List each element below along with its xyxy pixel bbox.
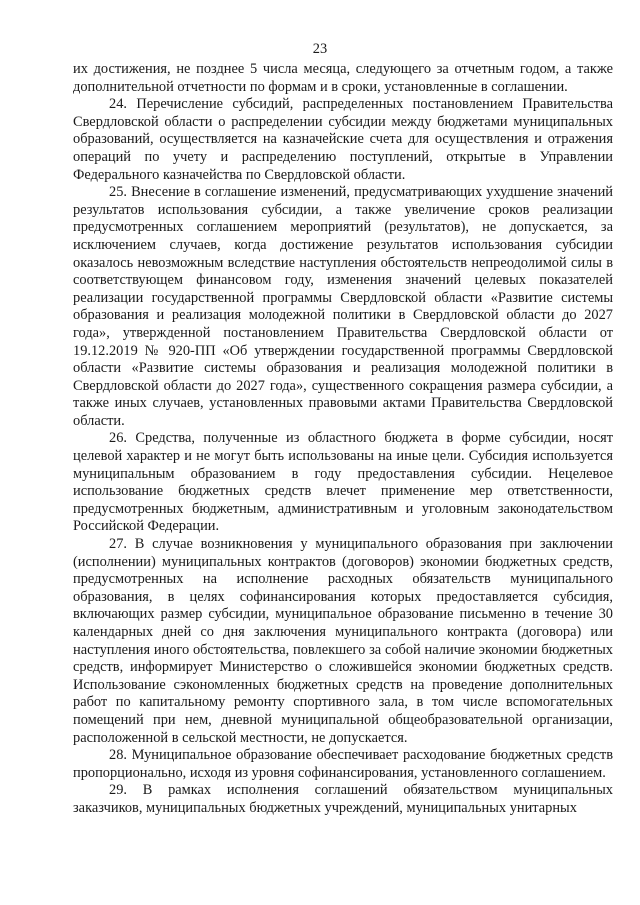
document-body [73,61,613,818]
paragraph-24: 24. Перечисление субсидий, распределенных постановлением Правительства Свердловской области о распределении субсидии между бюджетами муниципальных образований, осуществляется на казначейские счета для осуществления и отражения операций по учету и распределению поступлений, открытые в Управлении Федерального казначейства по Свердловской области. [73,96,613,183]
paragraph-26: 26. Средства, полученные из областного бюджета в форме субсидии, носят целевой характер и не могут быть использованы на иные цели. Субсидия используется муниципальным образованием в году предоставления субсидии. Нецелевое использование бюджетных средств влечет применение мер ответственности, предусмотренных бюджетным, административным и уголовным законодательством Российской Федерации. [73,430,613,535]
paragraph-25: 25. Внесение в соглашение изменений, предусматривающих ухудшение значений результатов использования субсидии, а также увеличение сроков реализации предусмотренных соглашением мероприятий (результатов), не допускается, за исключением случаев, когда достижение результатов использования субсидии оказалось невозможным вследствие наступления обстоятельств непреодолимой силы в соответствующем финансовом году, изменения значений целевых показателей реализации государственной программы Свердловской области «Развитие системы образования и реализация молодежной политики в Свердловской области до 2027 года», утвержденной постановлением Правительства Свердловской области от 19.12.2019 № 920-ПП «Об утверждении государственной программы Свердловской области «Развитие системы образования и реализация молодежной политики в Свердловской области до 2027 года», существенного сокращения размера субсидии, а также иных случаев, установленных правовыми актами Правительства Свердловской области. [73,184,613,429]
paragraph-29: 29. В рамках исполнения соглашений обязательством муниципальных заказчиков, муниципальных бюджетных учреждений, муниципальных унитарных [73,782,613,816]
page-number: 23 [312,41,328,57]
paragraph-27: 27. В случае возникновения у муниципального образования при заключении (исполнении) муниципальных контрактов (договоров) экономии бюджетных средств, предусмотренных на исполнение расходных обязательств муниципального образования, в целях софинансирования которых предоставляется субсидия, включающих размер субсидии, муниципальное образование письменно в течение 30 календарных дней со дня заключения муниципального контракта (договора) или наступления иного обстоятельства, повлекшего за собой наличие экономии бюджетных средств, информирует Министерство о сложившейся экономии бюджетных средств. Использование сэкономленных бюджетных средств на проведение дополнительных работ по капитальному ремонту спортивного зала, в том числе вспомогательных помещений при нем, дневной муниципальной общеобразовательной организации, расположенной в сельской местности, не допускается. [73,536,613,746]
paragraph-28: 28. Муниципальное образование обеспечивает расходование бюджетных средств пропорционально, исходя из уровня софинансирования, установленного соглашением. [73,747,613,781]
paragraph-continuation: их достижения, не позднее 5 числа месяца, следующего за отчетным годом, а также дополнительной отчетности по формам и в сроки, установленные в соглашении. [73,61,613,95]
